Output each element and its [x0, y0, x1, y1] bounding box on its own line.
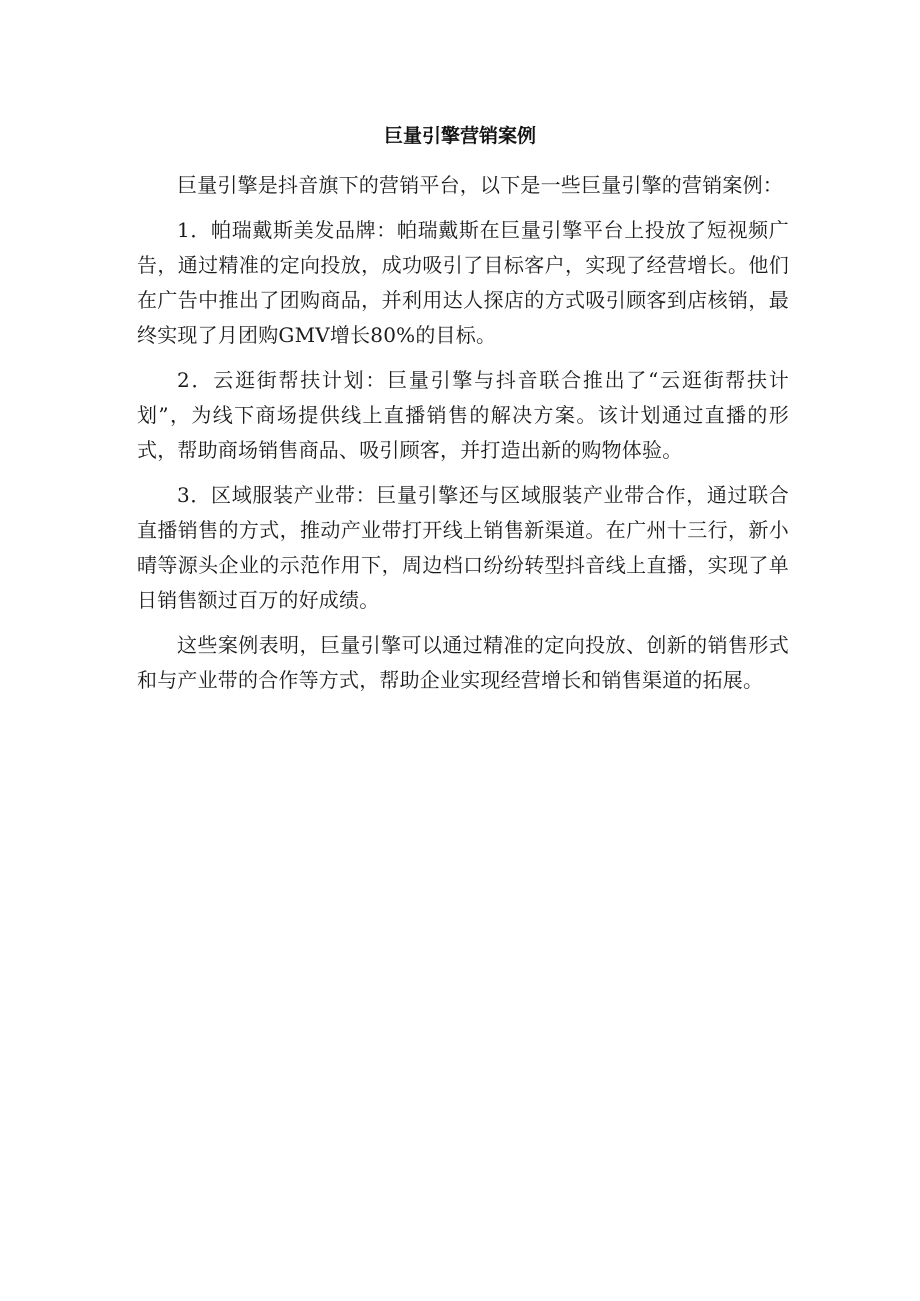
- case-2-paragraph: 2．云逛街帮扶计划：巨量引擎与抖音联合推出了“云逛街帮扶计划”，为线下商场提供线上直播销售的解决方案。该计划通过直播的形式，帮助商场销售商品、吸引顾客，并打造出新的购物体验。: [137, 368, 789, 462]
- intro-paragraph: 巨量引擎是抖音旗下的营销平台，以下是一些巨量引擎的营销案例：: [177, 173, 783, 197]
- document-body: [137, 168, 789, 708]
- case-1-paragraph: 1．帕瑞戴斯美发品牌：帕瑞戴斯在巨量引擎平台上投放了短视频广告，通过精准的定向投放，成功吸引了目标客户，实现了经营增长。他们在广告中推出了团购商品，并利用达人探店的方式吸引顾客到店核销，最终实现了月团购GMV增长80%的目标。: [137, 218, 789, 347]
- document-title: 巨量引擎营销案例: [383, 125, 536, 147]
- case-3-paragraph: 3．区域服装产业带：巨量引擎还与区域服装产业带合作，通过联合直播销售的方式，推动产业带打开线上销售新渠道。在广州十三行，新小晴等源头企业的示范作用下，周边档口纷纷转型抖音线上直播，实现了单日销售额过百万的好成绩。: [137, 483, 789, 612]
- conclusion-paragraph: 这些案例表明，巨量引擎可以通过精准的定向投放、创新的销售形式和与产业带的合作等方式，帮助企业实现经营增长和销售渠道的拓展。: [137, 633, 789, 692]
